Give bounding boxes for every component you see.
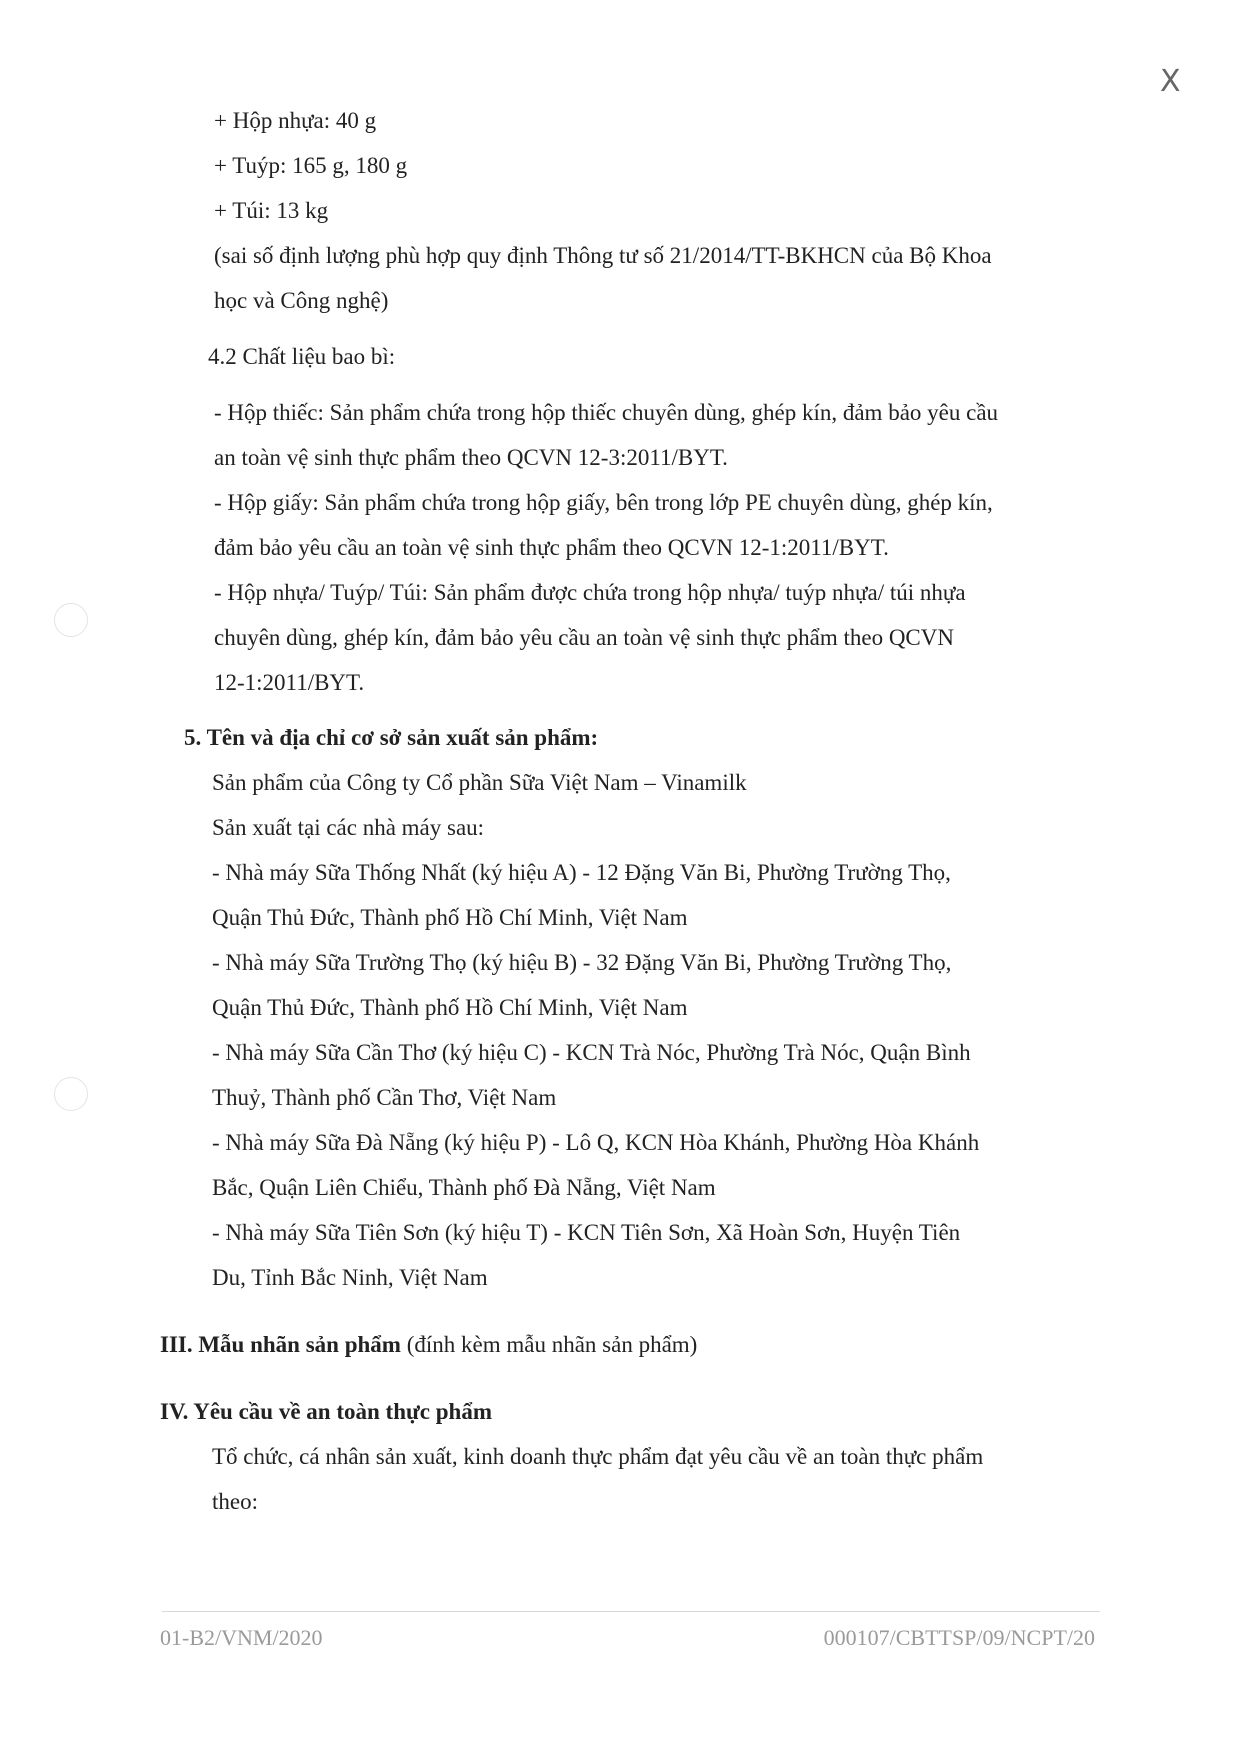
handwritten-x-mark: X [1160,64,1181,99]
material-line: - Hộp nhựa/ Tuýp/ Túi: Sản phẩm được chứa trong hộp nhựa/ tuýp nhựa/ túi nhựa [214,580,966,605]
manufacturer-line: Thuỷ, Thành phố Cần Thơ, Việt Nam [212,1085,557,1110]
manufacturer-line: Quận Thủ Đức, Thành phố Hồ Chí Minh, Việt Nam [212,995,688,1020]
manufacturer-line: - Nhà máy Sữa Tiên Sơn (ký hiệu T) - KCN Tiên Sơn, Xã Hoàn Sơn, Huyện Tiên [212,1220,961,1245]
material-line: đảm bảo yêu cầu an toàn vệ sinh thực phẩm theo QCVN 12-1:2011/BYT. [214,535,889,560]
footer-doc-code: 01-B2/VNM/2020 [160,1625,323,1650]
product-label-note: (đính kèm mẫu nhãn sản phẩm) [400,1332,698,1357]
material-line: - Hộp thiếc: Sản phẩm chứa trong hộp thiếc chuyên dùng, ghép kín, đảm bảo yêu cầu [214,400,999,425]
tolerance-note-line-1: (sai số định lượng phù hợp quy định Thông tư số 21/2014/TT-BKHCN của Bộ Khoa [214,243,992,268]
punch-hole-top [54,603,88,637]
manufacturer-line: - Nhà máy Sữa Thống Nhất (ký hiệu A) - 12 Đặng Văn Bi, Phường Trường Thọ, [212,860,951,885]
manufacturer-line: Bắc, Quận Liên Chiểu, Thành phố Đà Nẵng, Việt Nam [212,1175,716,1200]
manufacturer-line: Quận Thủ Đức, Thành phố Hồ Chí Minh, Việt Nam [212,905,688,930]
manufacturer-line: Sản phẩm của Công ty Cổ phần Sữa Việt Nam – Vinamilk [212,770,747,795]
manufacturer-line: Du, Tỉnh Bắc Ninh, Việt Nam [212,1265,488,1290]
manufacturer-line: - Nhà máy Sữa Cần Thơ (ký hiệu C) - KCN Trà Nóc, Phường Trà Nóc, Quận Bình [212,1040,971,1065]
material-line: chuyên dùng, ghép kín, đảm bảo yêu cầu an toàn vệ sinh thực phẩm theo QCVN [214,625,954,650]
food-safety-line-2: theo: [212,1489,258,1514]
heading-food-safety: IV. Yêu cầu về an toàn thực phẩm [160,1399,493,1424]
material-line: an toàn vệ sinh thực phẩm theo QCVN 12-3:2011/BYT. [214,445,728,470]
manufacturer-line: - Nhà máy Sữa Trường Thọ (ký hiệu B) - 32 Đặng Văn Bi, Phường Trường Thọ, [212,950,952,975]
weight-line-bag: + Túi: 13 kg [214,198,329,223]
manufacturer-line: Sản xuất tại các nhà máy sau: [212,815,485,840]
material-line: - Hộp giấy: Sản phẩm chứa trong hộp giấy, bên trong lớp PE chuyên dùng, ghép kín, [214,490,993,515]
punch-hole-bottom [54,1077,88,1111]
product-label-title: III. Mẫu nhãn sản phẩm [160,1332,401,1357]
manufacturer-line: - Nhà máy Sữa Đà Nẵng (ký hiệu P) - Lô Q, KCN Hòa Khánh, Phường Hòa Khánh [212,1130,980,1155]
footer-divider [162,1611,1100,1612]
heading-product-label [160,1330,697,1360]
footer-ref-number: 000107/CBTTSP/09/NCPT/20 [823,1625,1095,1650]
weight-line-plastic-box: + Hộp nhựa: 40 g [214,108,377,133]
food-safety-line-1: Tổ chức, cá nhân sản xuất, kinh doanh thực phẩm đạt yêu cầu về an toàn thực phẩm [212,1444,984,1469]
material-line: 12-1:2011/BYT. [214,670,365,695]
heading-packaging-material: 4.2 Chất liệu bao bì: [208,344,396,369]
weight-line-tube: + Tuýp: 165 g, 180 g [214,153,408,178]
heading-manufacturer: 5. Tên và địa chỉ cơ sở sản xuất sản phẩm: [184,725,599,750]
tolerance-note-line-2: học và Công nghệ) [214,288,389,313]
